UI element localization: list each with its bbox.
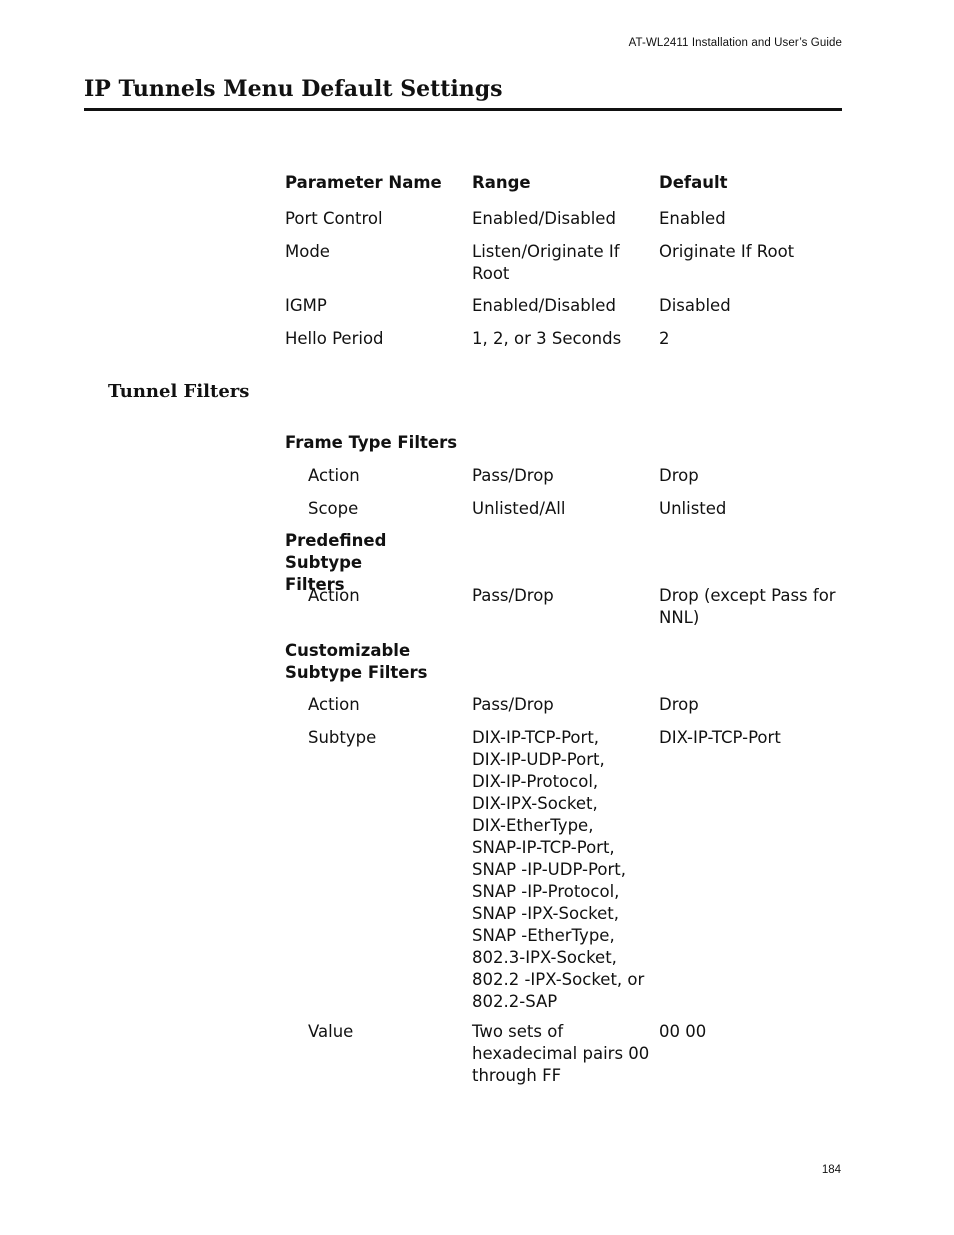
group-heading-predefined-subtype-filters: Predefined Subtype Filters [285, 531, 387, 594]
parameter-range: Enabled/Disabled [472, 209, 616, 228]
parameter-default: Originate If Root [659, 242, 795, 261]
page-title: IP Tunnels Menu Default Settings [84, 76, 503, 102]
parameter-name: Scope [308, 499, 359, 518]
page-number: 184 [821, 1164, 841, 1176]
parameter-name: Action [308, 586, 360, 605]
parameter-default: Unlisted [659, 499, 727, 518]
parameter-range: Listen/Originate If Root [472, 242, 620, 283]
parameter-name: Value [308, 1022, 354, 1041]
column-header-range: Range [472, 173, 531, 192]
parameter-default: Drop [659, 695, 699, 714]
parameter-name: IGMP [285, 296, 327, 315]
parameter-default: 2 [659, 329, 670, 348]
column-header-parameter-name: Parameter Name [285, 173, 442, 192]
group-heading-customizable-subtype-filters: Customizable Subtype Filters [285, 641, 428, 682]
title-rule [84, 108, 842, 111]
parameter-name: Mode [285, 242, 330, 261]
parameter-range: Pass/Drop [472, 586, 554, 605]
parameter-default: Drop [659, 466, 699, 485]
parameter-range: Pass/Drop [472, 695, 554, 714]
parameter-range: DIX-IP-TCP-Port, DIX-IP-UDP-Port, DIX-IP-Protocol, DIX-IPX-Socket, DIX-EtherType, SNAP-IP-TCP-Port, SNAP -IP-UDP-Port, SNAP -IP-Protocol, SNAP -IPX-Socket, SNAP -EtherType, 802.3-IPX-Socket, 802.2 -IPX-Socket, or 802.2-SAP [472, 728, 645, 1011]
parameter-name: Hello Period [285, 329, 384, 348]
parameter-name: Port Control [285, 209, 383, 228]
parameter-default: Enabled [659, 209, 726, 228]
parameter-range: 1, 2, or 3 Seconds [472, 329, 622, 348]
running-header: AT-WL2411 Installation and User’s Guide [628, 37, 842, 49]
parameter-default: Disabled [659, 296, 731, 315]
parameter-name: Subtype [308, 728, 377, 747]
parameter-range: Enabled/Disabled [472, 296, 616, 315]
parameter-range: Pass/Drop [472, 466, 554, 485]
parameter-name: Action [308, 466, 360, 485]
parameter-range: Two sets of hexadecimal pairs 00 through FF [472, 1022, 650, 1085]
section-heading-tunnel-filters: Tunnel Filters [108, 381, 250, 402]
parameter-default: 00 00 [659, 1022, 707, 1041]
parameter-range: Unlisted/All [472, 499, 566, 518]
column-header-default: Default [659, 173, 728, 192]
parameter-default: Drop (except Pass for NNL) [659, 586, 836, 627]
group-heading-frame-type-filters: Frame Type Filters [285, 433, 458, 452]
parameter-default: DIX-IP-TCP-Port [659, 728, 781, 747]
parameter-name: Action [308, 695, 360, 714]
